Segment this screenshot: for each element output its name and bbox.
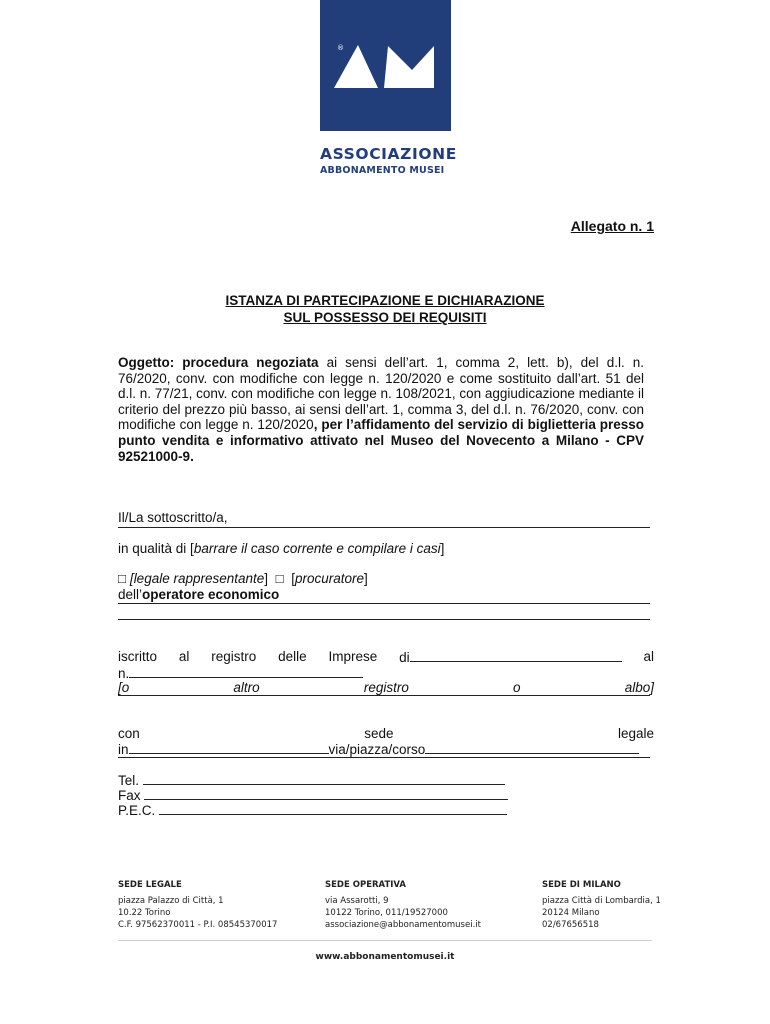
office-word: con	[118, 726, 140, 741]
footer-website-link[interactable]: www.abbonamentomusei.it	[315, 952, 455, 962]
office-word: sede	[364, 726, 394, 741]
footer-milan-line: 20124 Milano	[542, 908, 600, 918]
operator-name-field-2[interactable]	[118, 619, 650, 620]
phone-line	[118, 772, 505, 788]
operator-name-field[interactable]	[118, 603, 650, 604]
pec-field[interactable]	[159, 802, 507, 815]
footer-divider	[118, 940, 652, 941]
footer-legal-line: piazza Palazzo di Città, 1	[118, 896, 224, 906]
operator-line	[118, 587, 279, 602]
registry-word: registro	[211, 649, 257, 664]
brand-subtitle: ABBONAMENTO MUSEI	[320, 165, 445, 176]
logo-m-shape	[384, 46, 434, 88]
document-title-line1: ISTANZA DI PARTECIPAZIONE E DICHIARAZIONE	[225, 293, 545, 308]
footer-milan-heading: SEDE DI MILANO	[542, 880, 621, 890]
footer-operational-line: via Assarotti, 9	[325, 896, 389, 906]
legal-representative-label: legale rappresentante	[133, 571, 265, 586]
footer-legal-line: 10.22 Torino	[118, 908, 171, 918]
attorney-checkbox[interactable]: □	[275, 571, 284, 586]
address-line	[118, 741, 639, 757]
subject-text: ai sensi dell’art. 1, comma 2, lett. b), del d.l. n. 76/2020, conv. con modifiche con legge n. 120/2020 e come sostituito dall’art. 51 del d.l. n. 77/21, conv. con modifiche con legge n. 108/2021, con aggiudicazione mediante il criterio del prezzo più basso, ai sensi dell’art. 1, comma 3, del d.l. n. 76/2020, conv. con modifiche con legge n. 120/2020	[118, 355, 645, 433]
phone-label: Tel.	[118, 773, 140, 788]
operator-label: operatore economico	[142, 587, 280, 602]
logo	[320, 0, 451, 131]
footer-operational-heading: SEDE OPERATIVA	[325, 880, 407, 890]
legal-representative-checkbox[interactable]: □	[118, 571, 127, 586]
attorney-label: procuratore	[294, 571, 365, 586]
registry-number-line	[118, 665, 363, 681]
subject-paragraph	[118, 355, 644, 464]
registry-word: al	[178, 649, 190, 664]
registry-word: al	[643, 649, 654, 664]
other-registry-line	[118, 680, 654, 695]
subject-text-bold: , per l’affidamento del servizio di biglietteria presso punto vendita e informativo attivato nel Museo del Novecento a Milano - CPV 92521000-9.	[118, 417, 644, 464]
registry-word: delle	[278, 649, 307, 664]
document-title-line2: SUL POSSESSO DEI REQUISITI	[283, 310, 487, 325]
capacity-line	[118, 541, 444, 556]
other-registry-word: registro	[363, 680, 409, 695]
operator-prefix: dell’	[118, 587, 143, 602]
registry-word: iscritto	[118, 649, 158, 664]
brand-name: ASSOCIAZIONE	[320, 145, 457, 163]
city-field[interactable]	[129, 741, 329, 754]
signatory-name-field[interactable]	[118, 527, 650, 528]
capacity-label: in qualità di [	[118, 541, 194, 556]
role-options: □ [legale rappresentante] □ [procuratore]	[118, 571, 368, 586]
footer-legal-heading: SEDE LEGALE	[118, 880, 182, 890]
street-field[interactable]	[425, 741, 639, 754]
signatory-label: Il/La sottoscritto/a,	[118, 510, 228, 525]
registry-line	[118, 649, 654, 665]
am-logo-mark	[320, 0, 451, 131]
capacity-bracket: ]	[440, 541, 445, 556]
registry-number-field[interactable]	[129, 665, 363, 678]
footer-milan-line: 02/67656518	[542, 920, 599, 930]
address-field-2[interactable]	[118, 757, 650, 758]
pec-label: P.E.C.	[118, 803, 156, 818]
office-word: legale	[617, 726, 654, 741]
fax-line	[118, 787, 508, 803]
registered-office-line	[118, 726, 654, 741]
phone-field[interactable]	[143, 772, 505, 785]
other-registry-word: o	[513, 680, 521, 695]
street-label: via/piazza/corso	[328, 742, 426, 757]
logo-registered-mark: ®	[337, 44, 344, 52]
other-registry-word: altro	[233, 680, 260, 695]
footer-operational-line: 10122 Torino, 011/19527000	[325, 908, 448, 918]
registry-number-label: n.	[118, 666, 130, 681]
subject-label: Oggetto: procedura negoziata	[118, 355, 319, 370]
fax-field[interactable]	[144, 787, 508, 800]
footer-operational-email[interactable]: associazione@abbonamentomusei.it	[325, 920, 481, 930]
other-registry-word: albo]	[624, 680, 654, 695]
attachment-label: Allegato n. 1	[570, 218, 654, 234]
pec-line	[118, 802, 507, 818]
registry-word: Imprese	[328, 649, 378, 664]
other-registry-field[interactable]	[118, 695, 650, 696]
city-label: in	[118, 742, 129, 757]
capacity-instruction: barrare il caso corrente e compilare i casi	[193, 541, 441, 556]
registry-city-field[interactable]	[410, 649, 622, 662]
footer-milan-line: piazza Città di Lombardia, 1	[542, 896, 661, 906]
registry-word: di	[399, 650, 410, 665]
other-registry-word: [o	[118, 680, 130, 695]
footer-legal-line: C.F. 97562370011 - P.I. 08545370017	[118, 920, 278, 930]
fax-label: Fax	[118, 788, 141, 803]
